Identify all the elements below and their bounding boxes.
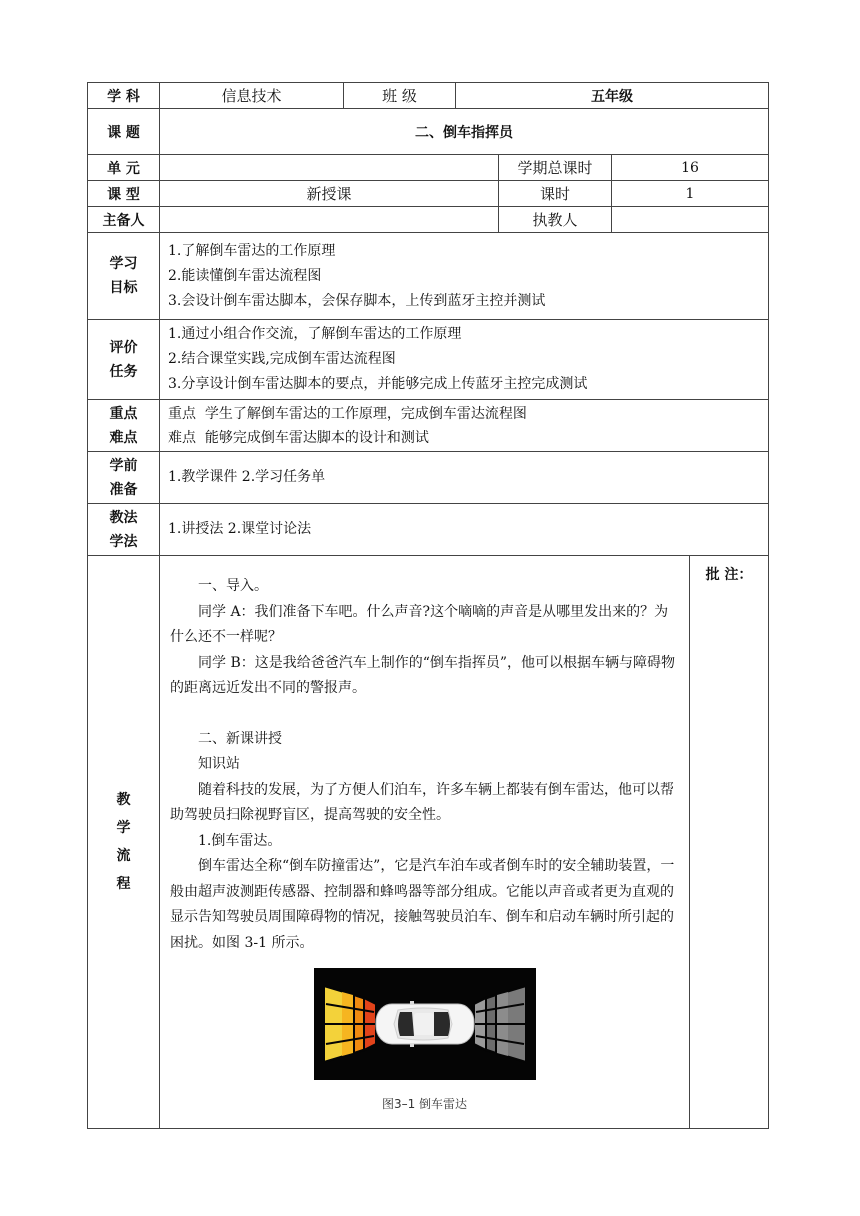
paragraph-gap [170,702,679,727]
preparer-value [160,207,499,233]
flow-content [160,556,690,1129]
flow-label-char: 学 [116,820,131,836]
row-unit [88,155,769,181]
eval-item: 3.分享设计倒车雷达脚本的要点，并能够完成上传蓝牙主控完成测试 [168,376,588,392]
class-label: 班 级 [344,83,456,109]
prep-label-line1: 学前 [109,457,138,474]
flow-paragraph: 二、新课讲授 [198,730,282,747]
row-subject [88,83,769,109]
row-teaching-flow [88,556,769,1129]
flow-paragraph: 随着科技的发展，为了方便人们泊车，许多车辆上都装有倒车雷达，他可以帮助驾驶员扫除视野盲区，提高驾驶的安全性。 [170,781,674,823]
teacher-label: 执教人 [499,207,612,233]
flow-label-char: 流 [116,848,131,864]
flow-paragraph: 知识站 [198,756,240,772]
flow-paragraph: 同学 A：我们准备下车吧。什么声音?这个嘀嘀的声音是从哪里发出来的？为什么还不一样呢？ [170,603,669,645]
method-label-line1: 教法 [109,509,138,526]
period-label: 课时 [499,181,612,207]
preparer-label: 主备人 [88,207,160,233]
period-value: 1 [612,181,769,207]
annotation-column: 批 注： [690,556,769,1129]
key-item: 重点 学生了解倒车雷达的工作原理，完成倒车雷达流程图 [168,405,527,422]
goals-label [88,233,160,320]
subject-label: 学 科 [88,83,160,109]
unit-label: 单 元 [88,155,160,181]
row-preparer [88,207,769,233]
reversing-radar-illustration [314,968,536,1111]
figure-reversing-radar [170,968,679,1117]
goals-label-line1: 学习 [109,256,138,272]
lesson-plan-table [87,82,769,1129]
semester-hours-value: 16 [612,155,769,181]
goals-label-line2: 目标 [109,280,138,296]
eval-item: 2.结合课堂实践,完成倒车雷达流程图 [168,351,396,367]
flow-label-char: 程 [116,876,131,892]
flow-paragraph: 同学 B：这是我给爸爸汽车上制作的“倒车指挥员”，他可以根据车辆与障碍物的距离远近发出不同的警报声。 [170,654,676,696]
goals-content [160,233,769,320]
method-label [88,504,160,556]
type-value: 新授课 [160,181,499,207]
goal-item: 1.了解倒车雷达的工作原理 [168,242,336,259]
unit-value [160,155,499,181]
eval-label [88,320,160,400]
row-preparation [88,452,769,504]
method-label-line2: 学法 [109,533,138,550]
eval-item: 1.通过小组合作交流，了解倒车雷达的工作原理 [168,326,462,342]
subject-value: 信息技术 [160,83,344,109]
eval-content [160,320,769,400]
row-topic [88,109,769,155]
key-label-line1: 重点 [109,405,138,422]
row-key-points [88,400,769,452]
prep-label-line2: 准备 [109,481,138,498]
eval-label-line2: 任务 [109,363,138,380]
goal-item: 2.能读懂倒车雷达流程图 [168,267,322,284]
flow-label [88,556,160,1129]
flow-paragraph: 1.倒车雷达。 [198,832,282,849]
row-methods [88,504,769,556]
key-label-line2: 难点 [109,429,138,446]
flow-label-char: 教 [116,792,131,808]
radar-car-graphic [314,968,536,1080]
row-evaluation [88,320,769,400]
topic-value: 二、倒车指挥员 [160,109,769,155]
semester-hours-label: 学期总课时 [499,155,612,181]
teacher-value [612,207,769,233]
type-label: 课 型 [88,181,160,207]
figure-caption: 图3–1 倒车雷达 [381,1096,468,1111]
row-goals [88,233,769,320]
eval-label-line1: 评价 [109,339,138,356]
row-type [88,181,769,207]
topic-label: 课 题 [88,109,160,155]
key-item: 难点 能够完成倒车雷达脚本的设计和测试 [168,429,429,446]
method-content: 1.讲授法 2.课堂讨论法 [160,504,769,556]
goal-item: 3.会设计倒车雷达脚本，会保存脚本，上传到蓝牙主控并测试 [168,292,546,309]
key-label [88,400,160,452]
flow-paragraph: 倒车雷达全称“倒车防撞雷达”，它是汽车泊车或者倒车时的安全辅助装置，一般由超声波测距传感器、控制器和蜂鸣器等部分组成。它能以声音或者更为直观的显示告知驾驶员周围障碍物的情况，接触驾驶员泊车、倒车和启动车辆时所引起的困扰。如图 3-1 所示。 [170,858,675,951]
prep-content: 1.教学课件 2.学习任务单 [160,452,769,504]
flow-paragraph: 一、导入。 [198,578,268,594]
key-content [160,400,769,452]
class-value: 五年级 [456,83,769,109]
prep-label [88,452,160,504]
